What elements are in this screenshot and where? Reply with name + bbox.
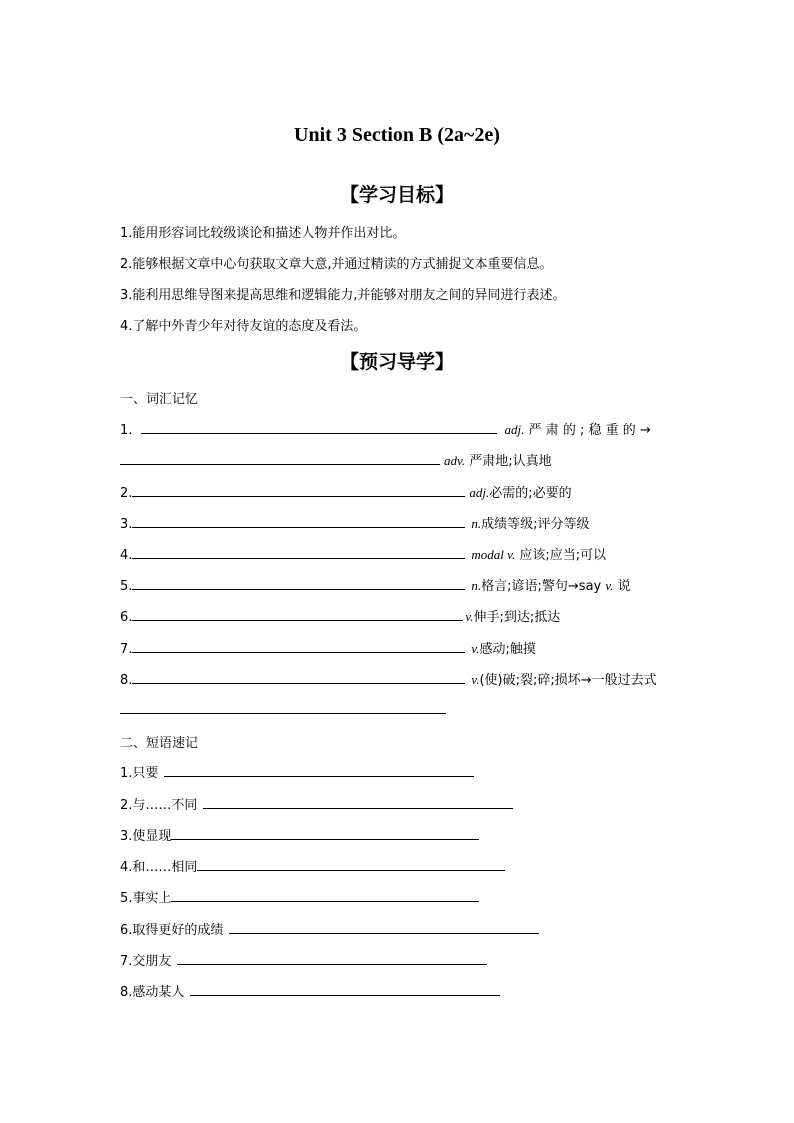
vocab-number: 4. — [120, 548, 133, 563]
answer-blank[interactable] — [120, 713, 446, 714]
phrase-item — [120, 981, 500, 1000]
vocab-meaning: 严肃地;认真地 — [465, 454, 552, 469]
vocab-pos: adj. — [504, 422, 525, 437]
page-title: Unit 3 Section B (2a~2e) — [294, 124, 500, 146]
phrase-item — [120, 794, 513, 813]
answer-blank[interactable] — [132, 619, 463, 621]
vocab-number: 2. — [120, 486, 133, 501]
vocab-pos: adj. — [469, 485, 490, 500]
vocab-pos: adv. — [444, 453, 466, 468]
phrase-text: 2.与……不同 — [120, 798, 198, 813]
vocab-item — [120, 419, 651, 438]
answer-blank[interactable] — [120, 463, 440, 465]
vocab-item-continued — [120, 450, 552, 469]
vocab-number: 3. — [120, 517, 133, 532]
vocab-item — [120, 482, 572, 501]
vocab-meaning: 感动;触摸 — [479, 642, 536, 657]
vocab-meaning: 伸手;到达;抵达 — [473, 610, 561, 625]
goal-item: 1.能用形容词比较级谈论和描述人物并作出对比。 — [120, 226, 406, 241]
vocab-meaning: 说 — [613, 579, 631, 594]
answer-blank[interactable] — [164, 775, 474, 777]
phrase-item — [120, 856, 505, 875]
vocab-number: 1. — [120, 423, 133, 438]
phrase-text: 3.使显现 — [120, 829, 172, 844]
vocab-item — [120, 513, 590, 532]
phrase-item — [120, 950, 487, 969]
vocab-number: 5. — [120, 579, 133, 594]
vocab-item — [120, 638, 536, 657]
vocab-meaning: 必需的;必要的 — [489, 486, 572, 501]
goal-item: 3.能利用思维导图来提高思维和逻辑能力,并能够对朋友之间的异同进行表述。 — [120, 288, 566, 303]
phrase-section-title: 二、短语速记 — [120, 736, 199, 751]
vocab-pos: v. — [471, 672, 480, 687]
vocab-meaning: (使)破;裂;碎;损坏→一般过去式 — [479, 673, 657, 688]
vocab-pos: n. — [471, 578, 482, 593]
phrase-text: 4.和……相同 — [120, 860, 198, 875]
vocab-number: 7. — [120, 642, 133, 657]
answer-blank[interactable] — [132, 588, 465, 590]
goal-item: 2.能够根据文章中心句获取文章大意,并通过精读的方式捕捉文本重要信息。 — [120, 257, 553, 272]
answer-blank[interactable] — [132, 495, 465, 497]
phrase-text: 6.取得更好的成绩 — [120, 923, 224, 938]
vocab-item — [120, 669, 657, 688]
phrase-item — [120, 919, 539, 938]
phrase-text: 8.感动某人 — [120, 985, 185, 1000]
goals-heading: 【学习目标】 — [339, 184, 454, 206]
answer-blank[interactable] — [132, 682, 465, 684]
answer-blank[interactable] — [171, 900, 479, 902]
answer-blank[interactable] — [190, 994, 500, 996]
vocab-meaning: 成绩等级;评分等级 — [481, 517, 590, 532]
vocab-pos: v. — [465, 609, 474, 624]
vocab-pos: modal v. — [471, 547, 516, 562]
answer-blank[interactable] — [177, 963, 487, 965]
preview-heading: 【预习导学】 — [339, 351, 454, 373]
vocab-meaning: 应该;应当;可以 — [515, 548, 607, 563]
vocab-section-title: 一、词汇记忆 — [120, 392, 199, 407]
answer-blank[interactable] — [171, 838, 479, 840]
phrase-text: 7.交朋友 — [120, 954, 172, 969]
vocab-item — [120, 544, 606, 563]
phrase-text: 1.只要 — [120, 766, 159, 781]
answer-blank[interactable] — [141, 432, 497, 434]
vocab-pos: v. — [471, 641, 480, 656]
vocab-meaning: 格言;谚语;警句→say — [481, 579, 606, 594]
phrase-item — [120, 762, 474, 781]
vocab-number: 8. — [120, 673, 133, 688]
vocab-number: 6. — [120, 610, 133, 625]
answer-blank[interactable] — [132, 526, 465, 528]
answer-blank[interactable] — [132, 651, 465, 653]
vocab-pos: n. — [471, 516, 482, 531]
answer-blank[interactable] — [229, 932, 539, 934]
phrase-item — [120, 887, 479, 906]
phrase-item — [120, 825, 479, 844]
vocab-meaning: 严 肃 的 ; 稳 重 的 → — [524, 423, 651, 438]
vocab-pos: v. — [605, 578, 614, 593]
goal-item: 4.了解中外青少年对待友谊的态度及看法。 — [120, 319, 367, 334]
answer-blank[interactable] — [197, 869, 505, 871]
vocab-item — [120, 575, 631, 594]
phrase-text: 5.事实上 — [120, 891, 172, 906]
answer-blank[interactable] — [203, 807, 513, 809]
vocab-item — [120, 606, 560, 625]
answer-blank[interactable] — [132, 557, 465, 559]
